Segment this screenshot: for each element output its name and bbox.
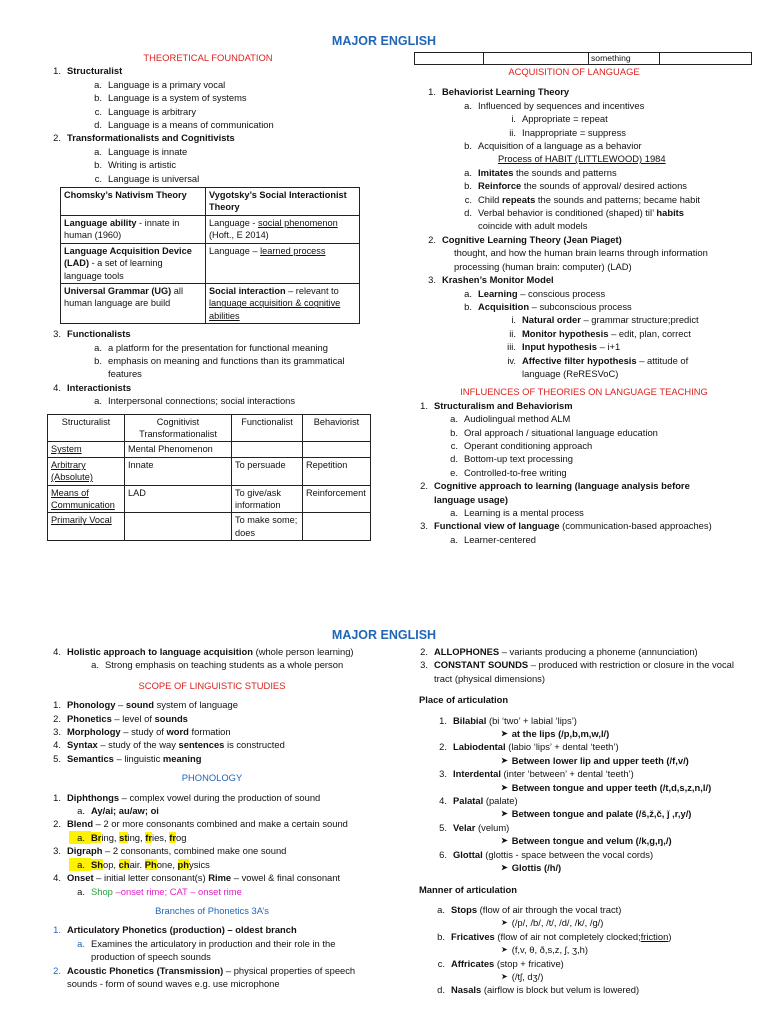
list-item: c. Language is universal (94, 172, 200, 184)
list-item: 3. Interdental (inter ‘between’ + dental ‘teeth’) (439, 768, 634, 780)
table-cell (484, 53, 589, 65)
table-cell: something (589, 53, 660, 65)
page-title: MAJOR ENGLISH (331, 628, 437, 642)
table-header: Cognitivist Transformationalist (125, 414, 232, 442)
table-cell: Language ability - innate in human (1960) (61, 215, 206, 243)
list-item: a. Influenced by sequences and incentives (464, 99, 645, 111)
list-item: b. Language is a system of systems (94, 92, 247, 104)
list-item: a. Audiolingual method ALM (450, 413, 571, 425)
list-item: a. Shop, chair. Phone, physics (47, 858, 377, 871)
table-header: Vygotsky’s Social Interactionist Theory (206, 188, 360, 216)
list-item: 1. Phonology – sound system of language (53, 699, 238, 711)
list-item: i. Appropriate = repeat (511, 113, 608, 125)
table-cell: Reinforcement (303, 485, 371, 513)
table-cell: Mental Phenomenon (125, 442, 232, 457)
list-item: ➤ Between tongue and velum (/k,g,ŋ,/) (501, 835, 672, 847)
list-item: 2. Labiodental (labio ‘lips’ + dental ‘teeth’) (439, 741, 619, 753)
list-item: 4. Palatal (palate) (439, 795, 518, 807)
table-row (48, 485, 371, 513)
structuralist-sublist (47, 78, 369, 132)
table-cell: Arbitrary (Absolute) (48, 457, 125, 485)
list-item: 2. Cognitive approach to learning (language analysis before language usage) (420, 480, 690, 505)
cognitive-text: thought, and how the human brain learns through information processing (human brain: computer) (LAD) (454, 247, 708, 272)
table-row (415, 53, 752, 65)
table-cell: To persuade (232, 457, 303, 485)
list-item: 3. Krashen’s Monitor Model (428, 274, 554, 286)
list-item: b. Fricatives (flow of air not completely clocked;friction) (437, 930, 672, 942)
table-cell: Repetition (303, 457, 371, 485)
list-item: a. Interpersonal connections; social interactions (94, 395, 296, 407)
table-cell: Language Acquisition Device (LAD) - a set of learning language tools (61, 243, 206, 283)
table-cell: To give/ask information (232, 485, 303, 513)
places-list (414, 714, 754, 875)
table-cell: Language – learned process (206, 243, 360, 283)
table-row (61, 188, 360, 216)
list-item: a. Learning is a mental process (450, 507, 584, 518)
list-item: b. Reinforce the sounds of approval/ desired actions (464, 180, 687, 192)
list-item: 1. Diphthongs – complex vowel during the production of sound (53, 791, 321, 803)
table-cell: Means of Communication (48, 485, 125, 513)
transform-sublist (47, 145, 369, 185)
list-item: 4. Syntax – study of the way sentences is constructed (53, 739, 285, 751)
list-item: 1. Structuralist (53, 65, 123, 77)
functionalists-sublist (47, 341, 369, 381)
table-row (61, 243, 360, 283)
page2-left-column (47, 645, 377, 990)
page-title: MAJOR ENGLISH (331, 34, 437, 48)
section-heading: PHONOLOGY (181, 772, 243, 784)
arrow-icon: ➤ (501, 755, 508, 765)
arrow-icon: ➤ (501, 809, 508, 819)
arrow-icon: ➤ (501, 729, 508, 739)
arrow-icon: ➤ (501, 863, 508, 873)
list-item: 6. Glottal (glottis - space between the vocal cords) (439, 848, 654, 860)
list-item: a. Examines the articulatory in production and their role in the production of speech sounds (77, 937, 336, 963)
list-item: b. Acquisition of a language as a behavior (464, 140, 642, 152)
table-cell (415, 53, 484, 65)
list-item: a. Bring, sting, fries, frog (47, 831, 377, 844)
list-item: ➤ Between lower lip and upper teeth (/f,v/) (501, 754, 689, 766)
table-cell (660, 53, 752, 65)
arrow-icon: ➤ (501, 836, 508, 846)
table-cell (303, 513, 371, 541)
list-item: ii. Inappropriate = suppress (509, 126, 626, 138)
list-item: d. Nasals (airflow is block but velum is lowered) (437, 984, 640, 996)
list-item: b. emphasis on meaning and functions than its grammatical features (94, 354, 345, 380)
list-item: i. Natural order – grammar structure;predict (511, 314, 699, 326)
list-item: ➤ (f,v, θ, ð,s,z, ʃ, ʒ,h) (501, 944, 589, 956)
section-heading: Branches of Phonetics 3A’s (155, 904, 269, 916)
section-heading: ACQUISITION OF LANGUAGE (508, 66, 640, 77)
arrow-icon: ➤ (501, 971, 508, 981)
acquisition-section (414, 52, 754, 546)
table-cell: Social interaction – relevant to language acquisition & cognitive abilities (206, 283, 360, 323)
list-item: a. Imitates the sounds and patterns (464, 166, 617, 178)
list-item: a. Learning – conscious process (464, 287, 606, 299)
list-item: a. Ay/ai; au/aw; oi (77, 805, 159, 817)
list-item: 2. ALLOPHONES – variants producing a phoneme (annunciation) (420, 646, 698, 657)
list-item: a. Learner-centered (450, 533, 536, 545)
table-cell: Universal Grammar (UG) all human language are build (61, 283, 206, 323)
list-item: d. Bottom-up text processing (450, 453, 573, 465)
list-item: c. Affricates (stop + fricative) (437, 957, 564, 969)
list-item: iv. Affective filter hypothesis – attitude of language (ReRESVoC) (507, 354, 689, 379)
list-item: 5. Velar (velum) (439, 821, 510, 833)
list-item: 2. Acoustic Phonetics (Transmission) – physical properties of speech sounds - form of sound waves e.g. use microphone (53, 964, 356, 989)
list-item: ➤ (/tʃ, dʒ/) (501, 970, 544, 982)
list-item: d. Language is a means of communication (94, 119, 274, 131)
list-item: 2. Blend – 2 or more consonants combined and make a certain sound (53, 818, 348, 830)
list-item: ii. Monitor hypothesis – edit, plan, correct (509, 327, 691, 339)
list-item: ➤ Between tongue and palate (/š,ž,č, ǰ ,r,y/) (501, 808, 692, 820)
list-item: b. Oral approach / situational language education (450, 426, 658, 438)
list-item: ➤ at the lips (/p,b,m,w,l/) (501, 728, 610, 740)
table-row (48, 442, 371, 457)
list-item: b. Writing is artistic (94, 159, 177, 171)
list-item: 4. Onset – initial letter consonant(s) Rime – vowel & final consonant (53, 872, 341, 884)
list-item: 2. Transformationalists and Cognitivists (53, 132, 235, 144)
table-row (48, 457, 371, 485)
list-item: a. Language is a primary vocal (94, 78, 226, 90)
theoretical-foundation-section (47, 51, 369, 541)
list-item: c. Operant conditioning approach (450, 439, 593, 451)
table-header: Structuralist (48, 414, 125, 442)
list-item: 2. Cognitive Learning Theory (Jean Piaget) (428, 233, 622, 245)
list-item: 3. CONSTANT SOUNDS – produced with restriction or closure in the vocal tract (physical dimensions) (420, 659, 734, 684)
top-empty-table (414, 52, 752, 65)
table-row (61, 215, 360, 243)
list-item: iii. Input hypothesis – i+1 (507, 341, 621, 353)
list-item: 3. Morphology – study of word formation (53, 726, 231, 738)
list-item: 4. Holistic approach to language acquisition (whole person learning) (53, 646, 354, 657)
theory-table (60, 187, 360, 324)
section-heading: Manner of articulation (419, 883, 517, 895)
table-cell: Innate (125, 457, 232, 485)
list-item: ➤ Glottis (/h/) (501, 862, 562, 874)
list-item: a. a platform for the presentation for functional meaning (94, 341, 328, 353)
list-item: a. Strong emphasis on teaching students as a whole person (91, 659, 344, 671)
table-row (48, 513, 371, 541)
arrow-icon: ➤ (501, 945, 508, 955)
arrow-icon: ➤ (501, 918, 508, 928)
manner-list (414, 903, 754, 997)
list-item: 1. Behaviorist Learning Theory (428, 86, 570, 98)
list-item: c. Child repeats the sounds and patterns; became habit (464, 193, 701, 205)
table-cell: LAD (125, 485, 232, 513)
table-cell: Primarily Vocal (48, 513, 125, 541)
table-header: Functionalist (232, 414, 303, 442)
section-heading: SCOPE OF LINGUISTIC STUDIES (138, 679, 286, 691)
interactionists-sublist (47, 394, 369, 407)
list-item: 3. Digraph – 2 consonants, combined make one sound (53, 845, 287, 857)
section-heading: Place of articulation (419, 694, 509, 706)
section-heading: THEORETICAL FOUNDATION (143, 52, 273, 63)
table-row (48, 414, 371, 442)
section-heading: INFLUENCES OF THEORIES ON LANGUAGE TEACHING (460, 386, 708, 398)
table-cell: To make some; does (232, 513, 303, 541)
list-item: 4. Interactionists (53, 381, 132, 393)
table-cell: Language - social phenomenon (Hoft., E 2014) (206, 215, 360, 243)
list-item: d. Verbal behavior is conditioned (shaped) til’ habits coincide with adult models (464, 207, 685, 232)
list-item: ➤ (/p/, /b/, /t/, /d/, /k/, /g/) (501, 917, 604, 929)
list-item: 1. Articulatory Phonetics (production) – oldest branch (53, 924, 297, 936)
list-item: 5. Semantics – linguistic meaning (53, 752, 202, 764)
list-item: 3. Functional view of language (communication-based approaches) (420, 520, 712, 532)
list-item: a. Stops (flow of air through the vocal tract) (437, 903, 622, 915)
list-item: 3. Functionalists (53, 328, 131, 340)
list-item: e. Controlled-to-free writing (450, 466, 567, 478)
list-item: 2. Phonetics – level of sounds (53, 712, 188, 724)
list-item: a. Language is innate (94, 145, 188, 157)
table-cell (232, 442, 303, 457)
arrow-icon: ➤ (501, 782, 508, 792)
influence-sublist (414, 412, 754, 479)
list-item: a. Shop –onset rime; CAT – onset rime (77, 885, 242, 897)
table-header: Chomsky’s Nativism Theory (61, 188, 206, 216)
table-cell (125, 513, 232, 541)
table-cell (303, 442, 371, 457)
page2-right-column (414, 645, 754, 997)
list-item: b. Acquisition – subconscious process (464, 300, 632, 312)
table-row (61, 283, 360, 323)
table-cell: System (48, 442, 125, 457)
list-item: 1. Bilabial (bi ‘two’ + labial ‘lips’) (439, 714, 577, 726)
list-item: ➤ Between tongue and upper teeth (/t,d,s,z,n,l/) (501, 781, 712, 793)
list-item: c. Language is arbitrary (94, 105, 197, 117)
list-item: 1. Structuralism and Behaviorism (420, 399, 573, 411)
table-header: Behaviorist (303, 414, 371, 442)
comparison-table (47, 414, 371, 542)
habit-heading: Process of HABIT (LITTLEWOOD) 1984 (498, 153, 666, 165)
